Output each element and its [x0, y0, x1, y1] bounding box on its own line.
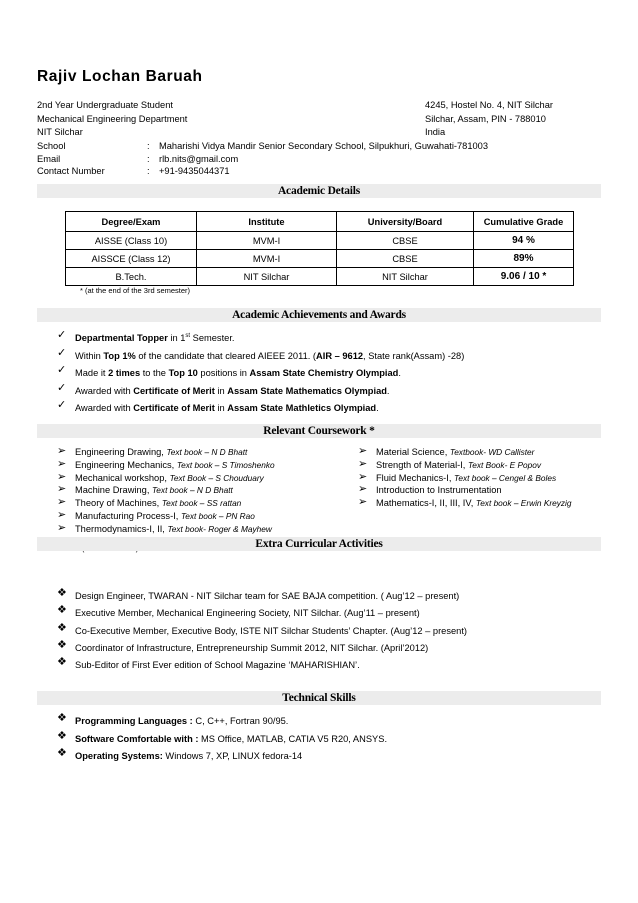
list-item [57, 623, 622, 640]
text-run: Material Science, [376, 447, 450, 457]
list-item-text [376, 446, 534, 459]
list-item [57, 640, 622, 657]
text-run: Mathematics-I, II, III, IV, [376, 498, 476, 509]
text-run: . [398, 368, 401, 378]
candidate-name: Rajiv Lochan Baruah [37, 68, 203, 85]
contact-label: Contact Number [37, 166, 105, 176]
diamond-bullet-icon: ❖ [57, 587, 67, 599]
table-cell: CBSE [337, 250, 474, 268]
column-header: Degree/Exam [66, 212, 197, 232]
text-run: Theory of Machines, [75, 498, 162, 509]
table-row [66, 268, 574, 286]
table-row [66, 250, 574, 268]
list-item-text [75, 748, 302, 765]
table-row [66, 232, 574, 250]
arrow-bullet-icon: ➢ [57, 445, 67, 457]
list-item-text [75, 497, 241, 510]
text-run: Mechanical workshop, [75, 472, 170, 483]
list-item [57, 484, 342, 497]
text-run: AIR – 9612 [316, 350, 364, 361]
list-item [358, 446, 620, 459]
text-run: Within [75, 350, 104, 361]
list-item [57, 588, 622, 605]
text-run: . [376, 403, 379, 413]
list-item-text [75, 510, 255, 523]
coursework-list-left [57, 446, 342, 536]
list-item [57, 459, 342, 472]
text-run: Co-Executive Member, Executive Body, ISTE NIT Silchar Students’ Chapter. (Aug’12 – present) [75, 625, 468, 636]
colon: : [147, 153, 150, 164]
coursework-list-right [358, 446, 620, 510]
arrow-bullet-icon: ➢ [358, 496, 368, 509]
contact-label: Email [37, 153, 61, 164]
list-item-text [75, 365, 401, 381]
header-line: 2nd Year Undergraduate Student [37, 100, 173, 110]
text-run: st [185, 332, 191, 339]
text-run: Awarded with [75, 403, 134, 413]
list-item [57, 657, 622, 674]
text-run: Top 10 [168, 368, 198, 378]
list-item-text [376, 484, 502, 497]
list-item [57, 748, 622, 766]
text-run: Text book – Cengel & Boles [454, 472, 557, 483]
text-run: Coordinator of Infrastructure, Entrepreneurship Summit 2012, NIT Silchar. (April’2012) [75, 642, 429, 653]
table-cell: NIT Silchar [337, 268, 474, 286]
text-run: C, C++, Fortran 90/95. [192, 716, 289, 726]
text-run: Windows 7, XP, LINUX fedora-14 [162, 751, 303, 761]
checkmark-icon: ✓ [57, 381, 67, 394]
text-run: Executive Member, Mechanical Engineering Society, NIT Silchar. (Aug’11 – present) [75, 608, 420, 619]
section-heading-achievements: Academic Achievements and Awards [37, 308, 601, 322]
text-run: Operating Systems: [75, 751, 163, 761]
list-item [57, 330, 617, 348]
extracurricular-list [57, 588, 622, 674]
list-item-text [75, 605, 420, 622]
list-item-text [75, 623, 467, 640]
list-item [57, 605, 622, 622]
text-run: in 1 [167, 333, 186, 343]
text-run: Text book – PN Rao [180, 510, 255, 521]
text-run: Text book – N D Bhatt [152, 485, 233, 496]
table-cell: B.Tech. [66, 268, 197, 286]
list-item-text [75, 713, 288, 730]
list-item-text [376, 472, 556, 485]
list-item-text [376, 497, 572, 510]
diamond-bullet-icon: ❖ [57, 638, 67, 651]
header-left-block [37, 99, 187, 140]
list-item-text [75, 330, 235, 346]
achievements-list [57, 330, 617, 418]
table-header-row [66, 212, 574, 232]
text-run: Certificate of Merit [133, 385, 215, 396]
column-header: Institute [197, 212, 337, 232]
arrow-bullet-icon: ➢ [57, 457, 67, 470]
header-line: Mechanical Engineering Department [37, 113, 188, 124]
text-run: Design Engineer, TWARAN - NIT Silchar team for SAE BAJA competition. ( Aug’12 – present) [75, 591, 460, 601]
table-footnote: * (at the end of the 3rd semester) [80, 286, 191, 295]
arrow-bullet-icon: ➢ [358, 483, 368, 496]
text-run: Text Book- E Popov [467, 459, 542, 470]
list-item [57, 400, 617, 418]
list-item-text [75, 731, 387, 748]
list-item-text [75, 588, 459, 605]
list-item [358, 459, 620, 472]
list-item-text [75, 383, 390, 399]
text-run: Assam State Mathletics Olympiad [227, 403, 377, 413]
column-header: Cumulative Grade [474, 212, 574, 232]
technical-skills-list [57, 713, 622, 766]
list-item-text [75, 400, 379, 416]
list-item [358, 497, 620, 510]
text-run: Top 1% [103, 350, 136, 361]
arrow-bullet-icon: ➢ [57, 496, 67, 509]
text-run: Introduction to Instrumentation [376, 485, 502, 496]
contact-value: rlb.nits@gmail.com [159, 153, 239, 164]
table-cell: 94 % [474, 232, 574, 250]
diamond-bullet-icon: ❖ [57, 604, 67, 617]
list-item [57, 365, 617, 383]
table-cell: 89% [474, 250, 574, 268]
table-cell: AISSE (Class 10) [66, 232, 197, 250]
section-heading-coursework: Relevant Coursework * [37, 424, 601, 438]
diamond-bullet-icon: ❖ [57, 656, 67, 669]
diamond-bullet-icon: ❖ [57, 747, 67, 759]
arrow-bullet-icon: ➢ [57, 483, 67, 496]
list-item [57, 348, 617, 366]
table-cell: MVM-I [197, 250, 337, 268]
arrow-bullet-icon: ➢ [358, 470, 368, 483]
list-item [358, 484, 620, 497]
table-cell: CBSE [337, 232, 474, 250]
text-run: Assam State Mathematics Olympiad [227, 385, 387, 396]
text-run: Text book – SS rattan [161, 498, 242, 509]
diamond-bullet-icon: ❖ [57, 621, 67, 634]
text-run: Made it [75, 368, 109, 378]
contact-block [37, 140, 488, 178]
checkmark-icon: ✓ [57, 399, 67, 411]
table-cell: 9.06 / 10 * [474, 268, 574, 286]
text-run: Certificate of Merit [133, 403, 215, 413]
text-run: Engineering Mechanics, [75, 459, 177, 470]
list-item-text [75, 459, 275, 472]
text-run: , State rank(Assam) -28) [363, 350, 465, 361]
list-item [57, 383, 617, 401]
text-run: Departmental Topper [75, 333, 168, 343]
arrow-bullet-icon: ➢ [57, 521, 67, 534]
checkmark-icon: ✓ [57, 329, 67, 341]
text-run: 2 times [108, 368, 141, 378]
text-run: positions in [197, 368, 250, 378]
colon: : [147, 166, 150, 176]
list-item-text [75, 523, 272, 536]
list-item-text [75, 348, 464, 364]
contact-label: School [37, 141, 66, 151]
contact-row-email [37, 153, 488, 166]
contact-value: Maharishi Vidya Mandir Senior Secondary School, Silpukhuri, Guwahati-781003 [159, 141, 489, 151]
text-run: Textbook- WD Callister [449, 447, 535, 457]
text-run: Machine Drawing, [75, 485, 152, 496]
text-run: Semester. [190, 333, 235, 343]
list-item-text [75, 640, 428, 657]
text-run: Text book- Roger & Mayhew [167, 523, 272, 534]
text-run: in [214, 385, 228, 396]
list-item [57, 731, 622, 749]
text-run: Awarded with [75, 385, 134, 396]
text-run: of the candidate that cleared AIEEE 2011. ( [135, 350, 317, 361]
contact-value: +91-9435044371 [159, 166, 230, 176]
text-run: Thermodynamics-I, II, [75, 523, 168, 534]
text-run: Text book – N D Bhatt [166, 447, 248, 457]
diamond-bullet-icon: ❖ [57, 712, 67, 724]
checkmark-icon: ✓ [57, 346, 67, 359]
arrow-bullet-icon: ➢ [358, 445, 368, 457]
text-run: in [214, 403, 228, 413]
text-run: Programming Languages : [75, 716, 193, 726]
arrow-bullet-icon: ➢ [57, 508, 67, 521]
list-item [57, 523, 342, 536]
text-run: Text book – Erwin Kreyzig [475, 498, 572, 509]
text-run: Engineering Drawing, [75, 447, 167, 457]
list-item-text [75, 657, 360, 674]
arrow-bullet-icon: ➢ [57, 470, 67, 483]
text-run: . [386, 385, 390, 396]
header-address-block [425, 99, 553, 140]
text-run: Software Comfortable with : [75, 733, 199, 744]
column-header: University/Board [337, 212, 474, 232]
header-line: NIT Silchar [37, 127, 83, 137]
text-run: to the [140, 368, 169, 378]
list-item [57, 446, 342, 459]
text-run: Assam State Chemistry Olympiad [249, 368, 399, 378]
contact-row-phone [37, 165, 488, 178]
text-run: Text Book – S Chouduary [169, 472, 264, 483]
address-line: 4245, Hostel No. 4, NIT Silchar [425, 100, 553, 110]
list-item [57, 472, 342, 485]
text-run: Fluid Mechanics-I, [376, 472, 455, 483]
list-item-text [75, 484, 233, 497]
list-item [57, 510, 342, 523]
checkmark-icon: ✓ [57, 364, 67, 376]
text-run: Sub-Editor of First Ever edition of School Magazine ‘MAHARISHIAN’. [75, 660, 360, 671]
list-item-text [75, 446, 247, 459]
list-item [57, 497, 342, 510]
section-heading-technical: Technical Skills [37, 691, 601, 705]
text-run: Strength of Material-I, [376, 459, 468, 470]
list-item-text [75, 472, 264, 485]
table-cell: MVM-I [197, 232, 337, 250]
section-heading-extracurricular: Extra Curricular Activities [37, 537, 601, 551]
academic-table [65, 211, 574, 286]
list-item [358, 472, 620, 485]
diamond-bullet-icon: ❖ [57, 729, 67, 742]
text-run: Manufacturing Process-I, [75, 510, 181, 521]
text-run: MS Office, MATLAB, CATIA V5 R20, ANSYS. [198, 733, 388, 744]
colon: : [147, 141, 150, 151]
table-cell: NIT Silchar [197, 268, 337, 286]
contact-row-school [37, 140, 488, 153]
section-heading-academic: Academic Details [37, 184, 601, 198]
list-item [57, 713, 622, 731]
text-run: Text book – S Timoshenko [176, 459, 275, 470]
list-item-text [376, 459, 541, 472]
table-cell: AISSCE (Class 12) [66, 250, 197, 268]
address-line: India [425, 127, 446, 137]
address-line: Silchar, Assam, PIN - 788010 [425, 113, 546, 124]
arrow-bullet-icon: ➢ [358, 457, 368, 470]
